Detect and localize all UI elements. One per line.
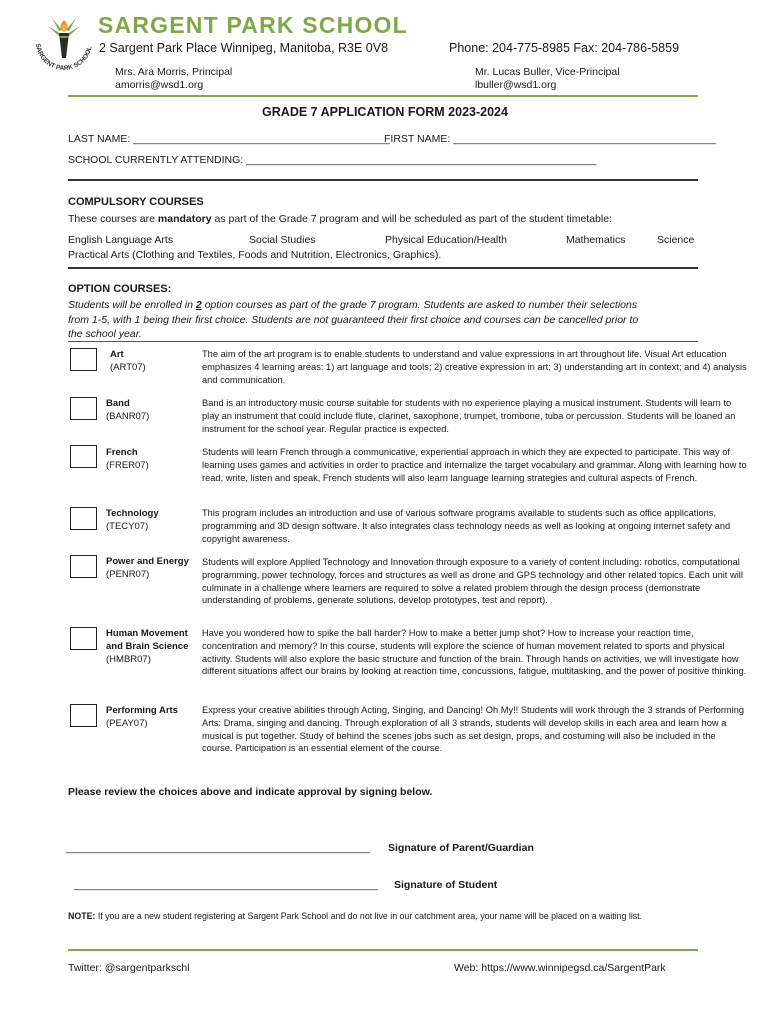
student-signature-label: Signature of Student [394,879,498,891]
checkbox-french[interactable] [70,445,97,468]
registration-note: NOTE: If you are a new student registering at Sargent Park School and do not live in our catchment area, your name will be placed on a waiting list. [68,911,643,921]
parent-signature-line[interactable]: ____________________________________________________ [66,842,370,854]
options-intro: Students will be enrolled in 2 option courses as part of the grade 7 program. Students are asked to number their selections from 1-5, with 1 being their first choice. Students are not guaranteed their first choice and courses can be cancelled prior to the school year. [68,299,639,340]
principal-name: Mrs. Ara Morris, Principal [115,66,233,78]
compulsory-intro: These courses are mandatory as part of the Grade 7 program and will be scheduled as part of the student timetable: [68,213,612,225]
option-human-movement-desc: Have you wondered how to spike the ball harder? How to make a better jump shot? How to increase your reaction time, concentration and memory? In this course, students will explore the science of human movement related to sports and physical activity. Students will also explore the basic structure and function of the brain. Through hands on activities, we will investigate how different situations affect our brains by looking at reaction time, concussions, fatigue, multitasking, and the power of positive thinking. [202,628,747,677]
option-performing-arts-desc: Express your creative abilities through Acting, Singing, and Dancing! Oh My!! Students will work through the 3 strands of Performing Arts: Drama, singing and dancing. Through exploration of all 3 strands, students will develop skills in each area and learn how a musical is put together. Study of behind the scenes jobs such as set design, props, and costuming will also be included in the course. Participation is an essential element of the course. [202,705,745,754]
option-technology-name: Technology (TECY07) [106,508,159,532]
school-name: SARGENT PARK SCHOOL [98,12,408,38]
footer-twitter[interactable]: Twitter: @sargentparkschl [68,962,190,974]
principal-contact [115,66,232,92]
checkbox-art[interactable] [70,348,97,371]
option-band-desc: Band is an introductory music course suitable for students with no experience playing a musical instrument. Students will learn to play an instrument that could include flute, clarinet, saxophone, trumpet, trombone, tuba or percussion. Students will be loaned an instrument for the school year. Regular practice is expected. [202,398,736,434]
option-art-desc: The aim of the art program is to enable students to understand and value expressions in art throughout life. Visual Art education emphasizes 4 learning areas: 1) art language and tools; 2) creative expression in art; 3) understanding art in context; and 4) analysis and communication. [202,349,747,385]
course-math: Mathematics [566,234,626,246]
option-power-energy-name: Power and Energy (PENR07) [106,556,189,580]
course-ela: English Language Arts [68,234,174,246]
last-name-field[interactable]: LAST NAME: ____________________________________________ [68,133,391,145]
school-attending-field[interactable]: SCHOOL CURRENTLY ATTENDING: ____________________________________________________________ [68,154,597,166]
checkbox-human-movement[interactable] [70,627,97,650]
form-title: GRADE 7 APPLICATION FORM 2023-2024 [262,105,508,119]
header-divider [68,95,698,97]
options-heading: OPTION COURSES: [68,283,172,295]
section-divider [68,179,698,181]
course-social-studies: Social Studies [249,234,316,246]
approval-prompt: Please review the choices above and indicate approval by signing below. [68,786,433,798]
options-divider [68,341,698,342]
option-band-name: Band (BANR07) [106,398,150,422]
student-signature-line[interactable]: ____________________________________________________ [74,879,378,891]
vice-principal-email: lbuller@wsd1.org [475,79,557,91]
course-science: Science [657,234,695,246]
school-logo [28,12,100,84]
option-human-movement-name: Human Movement and Brain Science (HMBR07) [106,628,189,665]
course-phys-ed: Physical Education/Health [385,234,507,246]
compulsory-heading: COMPULSORY COURSES [68,196,204,208]
vice-principal-contact [475,66,620,92]
school-phone: Phone: 204-775-8985 Fax: 204-786-5859 [449,41,680,55]
checkbox-performing-arts[interactable] [70,704,97,727]
school-address: 2 Sargent Park Place Winnipeg, Manitoba, R3E 0V8 [99,41,389,55]
principal-email: amorris@wsd1.org [115,79,204,91]
practical-arts: Practical Arts (Clothing and Textiles, Foods and Nutrition, Electronics, Graphics). [68,249,442,261]
checkbox-band[interactable] [70,397,97,420]
logo-text: SARGENT PARK SCHOOL [33,43,94,73]
footer-divider [68,949,698,951]
option-power-energy-desc: Students will explore Applied Technology and Innovation through exposure to a variety of content including: robotics, computational programming, power technology, forces and structures as well as drone and GPS technology and other related topics. Each unit will culminate in a challenge where learners are required to solve a related problem through the design process (demonstrate understanding of problems, generate solutions, develop prototypes, test and report). [202,557,743,606]
section-divider [68,267,698,269]
option-technology-desc: This program includes an introduction and use of various software programs available to students such as office applications, programming and 3D design software. It also integrates class technology needs as well as looking at ongoing internet safety and copyright awareness. [202,508,731,544]
parent-signature-label: Signature of Parent/Guardian [388,842,534,854]
option-art-name: Art (ART07) [110,349,146,373]
first-name-field[interactable]: FIRST NAME: _____________________________________________ [384,133,717,145]
footer-website[interactable]: Web: https://www.winnipegsd.ca/SargentPark [454,962,666,974]
checkbox-power-energy[interactable] [70,555,97,578]
checkbox-technology[interactable] [70,507,97,530]
option-french-name: French (FRER07) [106,447,149,471]
option-french-desc: Students will learn French through a communicative, experiential approach in which they are expected to participate. This way of learning uses games and activities in order to practice and internalize the target vocabulary and grammar. Along with learning how to read, write, listen and speak, French students will also learn language learning strategies and cultural aspects of French. [202,447,747,483]
vice-principal-name: Mr. Lucas Buller, Vice-Principal [475,66,620,78]
option-performing-arts-name: Performing Arts (PEAY07) [106,705,178,729]
